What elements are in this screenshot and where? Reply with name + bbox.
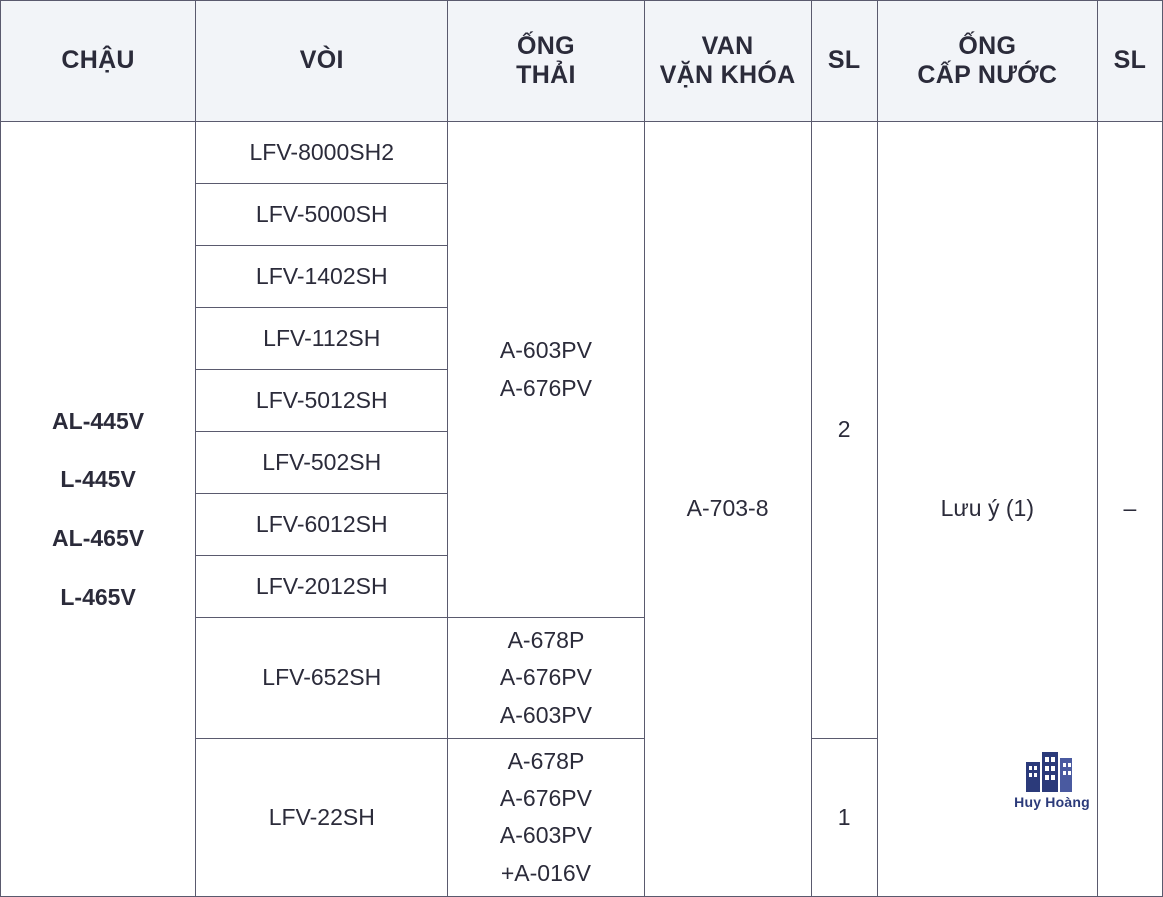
chau-model-4: L-465V [60, 583, 136, 610]
header-row [1, 1, 1163, 122]
header-van-line2: VẶN KHÓA [659, 61, 796, 89]
header-ong-cap-nuoc [877, 1, 1097, 122]
cell-voi-model: LFV-112SH [196, 308, 448, 370]
header-capnuoc-line2: CẤP NƯỚC [917, 61, 1058, 89]
header-sl-2 [1097, 1, 1162, 122]
chau-model-1: AL-445V [52, 407, 145, 434]
cell-voi-model: LFV-5000SH [196, 184, 448, 246]
cell-voi-model: LFV-2012SH [196, 556, 448, 618]
van-van-khoa-value: A-703-8 [686, 495, 769, 522]
header-chau [1, 1, 196, 122]
cell-ong-thai-group-2 [448, 618, 644, 739]
ong-thai-2-line3: A-603PV [499, 701, 592, 728]
ong-thai-2-line1: A-678P [507, 627, 585, 653]
ong-thai-1-line2: A-676PV [499, 374, 592, 401]
ong-thai-3-line2: A-676PV [499, 785, 592, 811]
header-voi [196, 1, 448, 122]
header-van-van-khoa [644, 1, 811, 122]
ong-thai-3-line1: A-678P [507, 747, 585, 774]
header-ong-thai-line2: THẢI [516, 61, 576, 89]
header-voi-line1: VÒI [299, 46, 344, 75]
ong-thai-3-line3: A-603PV [499, 822, 592, 849]
cell-voi-model: LFV-8000SH2 [196, 122, 448, 184]
ong-thai-3-line4: +A-016V [500, 859, 592, 886]
ong-thai-1-line1: A-603PV [499, 337, 592, 364]
cell-voi-model: LFV-1402SH [196, 246, 448, 308]
header-chau-line1: CHẬU [61, 46, 135, 75]
cell-voi-model: LFV-5012SH [196, 370, 448, 432]
ong-cap-nuoc-value: Lưu ý (1) [940, 495, 1034, 522]
header-van-line1: VAN [701, 31, 754, 60]
cell-voi-model: LFV-502SH [196, 432, 448, 494]
table-body [1, 122, 1163, 897]
header-sl1-line1: SL [827, 46, 861, 75]
chau-model-2: L-445V [60, 466, 136, 493]
logo-text: Huy Hoàng [1014, 794, 1090, 810]
cell-sl-top: 2 [811, 122, 877, 739]
cell-chau-models [1, 122, 196, 897]
table-row [1, 122, 1163, 184]
cell-voi-model: LFV-22SH [196, 738, 448, 896]
cell-sl-2: – [1097, 122, 1162, 897]
cell-ong-thai-group-3 [448, 738, 644, 896]
chau-model-3: AL-465V [52, 524, 145, 551]
cell-voi-model: LFV-6012SH [196, 494, 448, 556]
header-sl2-line1: SL [1113, 46, 1147, 75]
cell-ong-cap-nuoc [877, 122, 1097, 897]
cell-sl-bottom: 1 [811, 738, 877, 896]
header-ong-thai [448, 1, 644, 122]
cell-voi-model: LFV-652SH [196, 618, 448, 739]
header-capnuoc-line1: ỐNG [958, 31, 1017, 60]
header-sl-1 [811, 1, 877, 122]
table-header [1, 1, 1163, 122]
header-ong-thai-line1: ỐNG [517, 31, 575, 60]
ong-thai-2-line2: A-676PV [499, 664, 592, 691]
cell-ong-thai-group-1 [448, 122, 644, 618]
cell-van-van-khoa [644, 122, 811, 897]
